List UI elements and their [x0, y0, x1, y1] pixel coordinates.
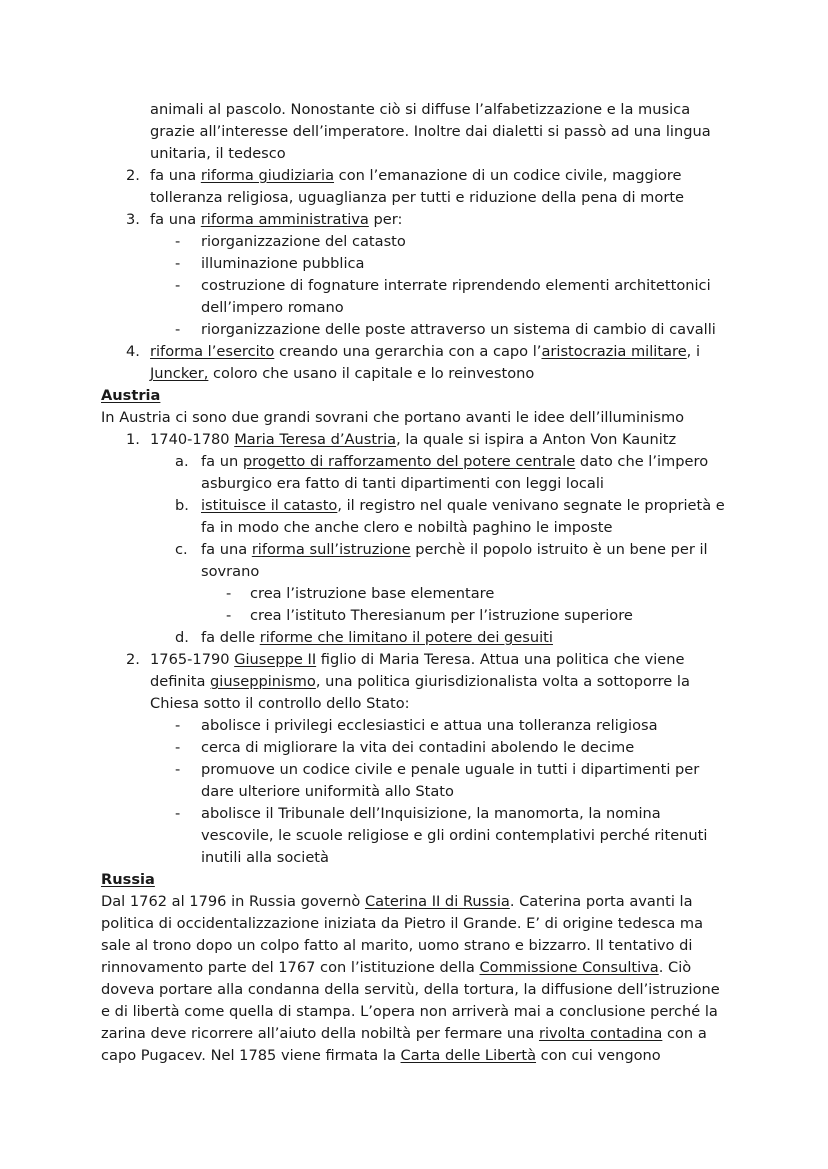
- list-letter: c.: [175, 541, 188, 558]
- link-riforma-esercito[interactable]: riforma l’esercito: [150, 343, 275, 360]
- bullet-text: dare ulteriore uniformità allo Stato: [201, 783, 454, 800]
- text: , i: [686, 343, 701, 360]
- section-heading-russia: Russia: [101, 871, 155, 888]
- text-line: Chiesa sotto il controllo dello Stato:: [150, 695, 410, 712]
- bullet-text: riorganizzazione del catasto: [201, 233, 406, 250]
- link-giuseppinismo[interactable]: giuseppinismo: [210, 673, 316, 690]
- text-line: doveva portare alla condanna della servitù, della tortura, la diffusione dell’istruzione: [101, 981, 720, 998]
- link-carta-liberta[interactable]: Carta delle Libertà: [400, 1047, 537, 1064]
- link-rivolta-contadina[interactable]: rivolta contadina: [538, 1025, 663, 1042]
- bullet-text: inutili alla società: [201, 849, 329, 866]
- text: fa un: [201, 453, 243, 470]
- text: , la quale si ispira a Anton Von Kaunitz: [396, 431, 677, 448]
- link-riforma-istruzione[interactable]: riforma sull’istruzione: [251, 541, 411, 558]
- bullet-dash: -: [175, 321, 181, 338]
- bullet-dash: -: [175, 255, 181, 272]
- text: 1765-1790: [150, 651, 235, 668]
- text-line: sale al trono dopo un colpo fatto al marito, uomo strano e bizzarro. Il tentativo di: [101, 937, 693, 954]
- text: zarina deve ricorrere all’aiuto della nobiltà per fermare una: [101, 1025, 539, 1042]
- section-heading-austria: Austria: [101, 387, 161, 404]
- text-line: [101, 958, 691, 978]
- bullet-text: abolisce il Tribunale dell’Inquisizione, la manomorta, la nomina: [201, 805, 661, 822]
- text-line: unitaria, il tedesco: [150, 145, 286, 162]
- bullet-text: crea l’istituto Theresianum per l’istruzione superiore: [250, 607, 633, 624]
- link-giuseppe-ii[interactable]: Giuseppe II: [234, 651, 317, 668]
- text-line: [150, 166, 681, 186]
- link-riforma-amministrativa[interactable]: riforma amministrativa: [200, 211, 369, 228]
- bullet-dash: -: [175, 277, 181, 294]
- bullet-dash: -: [175, 717, 181, 734]
- bullet-dash: -: [175, 739, 181, 756]
- bullet-text: crea l’istruzione base elementare: [250, 585, 495, 602]
- text-line: [150, 342, 700, 362]
- text: figlio di Maria Teresa. Attua una politica che viene: [316, 651, 685, 668]
- bullet-dash: -: [175, 805, 181, 822]
- text: con l’emanazione di un codice civile, maggiore: [334, 167, 682, 184]
- list-number: 1.: [126, 431, 140, 448]
- text: con cui vengono: [536, 1047, 661, 1064]
- text-line: animali al pascolo. Nonostante ciò si diffuse l’alfabetizzazione e la musica: [150, 101, 691, 118]
- bullet-text: dell’impero romano: [201, 299, 344, 316]
- text-line: [201, 452, 708, 472]
- text: fa delle: [201, 629, 260, 646]
- list-letter: a.: [175, 453, 189, 470]
- text-line: [150, 650, 685, 670]
- link-aristocrazia-militare[interactable]: aristocrazia militare: [541, 343, 687, 360]
- bullet-dash: -: [226, 607, 232, 624]
- text-line: tolleranza religiosa, uguaglianza per tutti e riduzione della pena di morte: [150, 189, 685, 206]
- link-commissione-consultiva[interactable]: Commissione Consultiva: [479, 959, 659, 976]
- bullet-text: riorganizzazione delle poste attraverso un sistema di cambio di cavalli: [201, 321, 716, 338]
- text: . Ciò: [658, 959, 692, 976]
- text: fa una: [150, 167, 201, 184]
- link-istituisce-catasto[interactable]: istituisce il catasto: [201, 497, 338, 514]
- text: Dal 1762 al 1796 in Russia governò: [101, 893, 365, 910]
- text-line: grazie all’interesse dell’imperatore. Inoltre dai dialetti si passò ad una lingua: [150, 123, 711, 140]
- link-riforma-giudiziaria[interactable]: riforma giudiziaria: [200, 167, 335, 184]
- text-line: [150, 210, 402, 230]
- text: perchè il popolo istruito è un bene per il: [410, 541, 708, 558]
- list-number: 2.: [126, 167, 140, 184]
- bullet-text: vescovile, le scuole religiose e gli ordini contemplativi perché ritenuti: [201, 827, 708, 844]
- text-line: sovrano: [201, 563, 260, 580]
- bullet-text: costruzione di fognature interrate riprendendo elementi architettonici: [201, 277, 711, 294]
- text: con a: [662, 1025, 707, 1042]
- text-line: e di libertà come quella di stampa. L’opera non arriverà mai a conclusione perché la: [101, 1003, 718, 1020]
- bullet-dash: -: [175, 233, 181, 250]
- list-letter: d.: [175, 629, 189, 646]
- text-line: [101, 1046, 661, 1066]
- text: coloro che usano il capitale e lo reinvestono: [208, 365, 535, 382]
- link-riforme-gesuiti[interactable]: riforme che limitano il potere dei gesuiti: [259, 629, 553, 646]
- text-line: [201, 496, 725, 516]
- text-line: [101, 892, 693, 912]
- text-line: [101, 1024, 707, 1044]
- text-line: [150, 672, 690, 692]
- text: , il registro nel quale venivano segnate le proprietà e: [337, 497, 725, 514]
- list-number: 2.: [126, 651, 140, 668]
- text: capo Pugacev. Nel 1785 viene firmata la: [101, 1047, 401, 1064]
- text-line: asburgico era fatto di tanti dipartimenti con leggi locali: [201, 475, 604, 492]
- bullet-dash: -: [226, 585, 232, 602]
- list-letter: b.: [175, 497, 189, 514]
- text-line: politica di occidentalizzazione iniziata da Pietro il Grande. E’ di origine tedesca ma: [101, 915, 704, 932]
- text-line: In Austria ci sono due grandi sovrani che portano avanti le idee dell’illuminismo: [101, 409, 685, 426]
- bullet-text: cerca di migliorare la vita dei contadini abolendo le decime: [201, 739, 635, 756]
- text: creando una gerarchia con a capo l’: [274, 343, 542, 360]
- bullet-text: promuove un codice civile e penale uguale in tutti i dipartimenti per: [201, 761, 700, 778]
- text: 1740-1780: [150, 431, 235, 448]
- bullet-dash: -: [175, 761, 181, 778]
- text-line: [201, 628, 553, 648]
- text: . Caterina porta avanti la: [509, 893, 693, 910]
- list-number: 4.: [126, 343, 140, 360]
- text: fa una: [201, 541, 252, 558]
- list-number: 3.: [126, 211, 140, 228]
- bullet-text: abolisce i privilegi ecclesiastici e attua una tolleranza religiosa: [201, 717, 658, 734]
- text-line: [150, 364, 534, 384]
- text: , una politica giurisdizionalista volta a sottoporre la: [315, 673, 690, 690]
- link-maria-teresa[interactable]: Maria Teresa d’Austria: [234, 431, 397, 448]
- text-line: [201, 540, 708, 560]
- text-line: [150, 430, 676, 450]
- text: dato che l’impero: [575, 453, 709, 470]
- text: definita: [150, 673, 211, 690]
- text: rinnovamento parte del 1767 con l’istituzione della: [101, 959, 480, 976]
- text: per:: [368, 211, 403, 228]
- text-line: fa in modo che anche clero e nobiltà paghino le imposte: [201, 519, 613, 536]
- link-progetto-rafforzamento[interactable]: progetto di rafforzamento del potere centrale: [242, 453, 576, 470]
- link-caterina-ii[interactable]: Caterina II di Russia: [364, 893, 510, 910]
- text: fa una: [150, 211, 201, 228]
- link-juncker[interactable]: Juncker,: [150, 365, 209, 382]
- bullet-text: illuminazione pubblica: [201, 255, 365, 272]
